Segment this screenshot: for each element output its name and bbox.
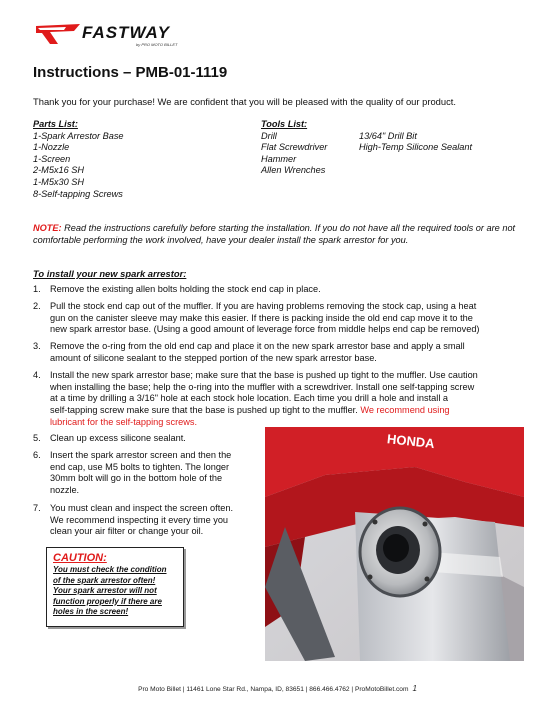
step-recommendation: We recommend using xyxy=(357,405,450,416)
product-photo xyxy=(265,427,524,661)
tools-list xyxy=(261,119,327,177)
list-item: 1-Spark Arrestor Base xyxy=(33,130,124,141)
caution-line: holes in the screen! xyxy=(53,607,129,616)
tools-list-col2 xyxy=(359,131,472,154)
list-item: Allen Wrenches xyxy=(261,165,326,176)
step-line: nozzle. xyxy=(50,485,80,496)
step-line: when installing the base; help the o-ring into the muffler with a screwdriver. Install one self-tapping screw xyxy=(50,381,475,392)
step-number: 1. xyxy=(33,284,41,294)
step-line: self-tapping screw make sure that the base is pushed up tight to the muffler. xyxy=(50,405,358,416)
logo-wordmark: FASTWAY xyxy=(82,23,170,42)
step-line: end cap, use M5 bolts to tighten. The longer xyxy=(50,461,230,472)
fastway-mark-icon xyxy=(36,22,84,46)
step-line: Clean up excess silicone sealant. xyxy=(50,433,186,443)
install-heading: To install your new spark arrestor: xyxy=(33,268,187,279)
step-number: 3. xyxy=(33,341,41,351)
note-label: NOTE: xyxy=(33,223,62,233)
note-paragraph xyxy=(33,223,525,246)
page-title: Instructions – PMB-01-1119 xyxy=(33,64,228,81)
step-line: You must clean and inspect the screen often. xyxy=(50,503,234,513)
step-number: 6. xyxy=(33,450,41,460)
caution-line: function properly if there are xyxy=(53,596,162,606)
step-line: amount of silicone sealant to the stepped portion of the new spark arrestor base. xyxy=(50,352,377,363)
list-item: 1-M5x30 SH xyxy=(33,176,85,187)
step-number: 7. xyxy=(33,503,41,513)
list-item: 1-Screen xyxy=(33,153,71,164)
step-line: gun on the canister sleeve may make this easier. If there is packing inside the old end cap move it to the xyxy=(50,312,473,323)
step-number: 4. xyxy=(33,370,41,380)
fastway-logo xyxy=(36,22,206,48)
page-footer xyxy=(0,684,555,693)
photo-brand-text: HONDA xyxy=(386,431,436,452)
parts-list-heading: Parts List: xyxy=(33,119,78,129)
list-item: 13/64" Drill Bit xyxy=(359,130,417,141)
step-line: Install the new spark arrestor base; make sure that the base is pushed up tight to the muffler. Use caution xyxy=(50,370,478,380)
step-line: clean your air filter or change your oil. xyxy=(50,526,204,537)
intro-text: Thank you for your purchase! We are confident that you will be pleased with the quality of our product. xyxy=(33,96,456,107)
caution-box xyxy=(46,547,184,627)
list-item: 1-Nozzle xyxy=(33,142,70,153)
caution-line: You must check the condition xyxy=(53,565,167,574)
caution-line: of the spark arrestor often! xyxy=(53,575,156,585)
parts-list xyxy=(33,119,124,200)
step-number: 5. xyxy=(33,433,41,443)
page-number: 1 xyxy=(412,684,417,693)
note-text: Read the instructions carefully before starting the installation. If you do not have all the required tools or are not comfortable performing the work involved, have your dealer install the spark arrestor for you. xyxy=(33,223,516,245)
list-item: Drill xyxy=(261,130,277,141)
step-line: We recommend inspecting it every time you xyxy=(50,514,229,525)
tools-list-heading: Tools List: xyxy=(261,119,308,129)
list-item: Hammer xyxy=(261,153,297,164)
step-line: Remove the existing allen bolts holding the stock end cap in place. xyxy=(50,284,321,294)
step-line: Remove the o-ring from the old end cap and place it on the new spark arrestor base and apply a small xyxy=(50,341,465,351)
list-item: Flat Screwdriver xyxy=(261,142,328,153)
caution-title: CAUTION: xyxy=(53,552,107,564)
step-recommendation: lubricant for the self-tapping screws. xyxy=(50,416,198,427)
step-number: 2. xyxy=(33,301,41,311)
list-item: 8-Self-tapping Screws xyxy=(33,188,123,199)
step-line: at a time by drilling a 3/16" hole at each stock hole location. Each time you drill a hole and install a xyxy=(50,393,449,404)
list-item: 2-M5x16 SH xyxy=(33,165,85,176)
caution-line: Your spark arrestor will not xyxy=(53,586,157,595)
step-line: Insert the spark arrestor screen and then the xyxy=(50,450,232,460)
logo-subtitle: by PRO MOTO BILLET xyxy=(136,42,178,47)
footer-contact: Pro Moto Billet | 11461 Lone Star Rd., Nampa, ID, 83651 | 866.466.4762 | ProMotoBillet.com xyxy=(138,686,409,693)
step-line: Pull the stock end cap out of the muffler. If you are having problems removing the stock cap, using a heat xyxy=(50,301,477,311)
list-item: High-Temp Silicone Sealant xyxy=(359,142,473,153)
step-line: new spark arrestor base. (Using a good amount of leverage force from middle helps end cap be removed) xyxy=(50,324,480,335)
step-line: 30mm bolt will go in the bottom hole of the xyxy=(50,473,223,484)
